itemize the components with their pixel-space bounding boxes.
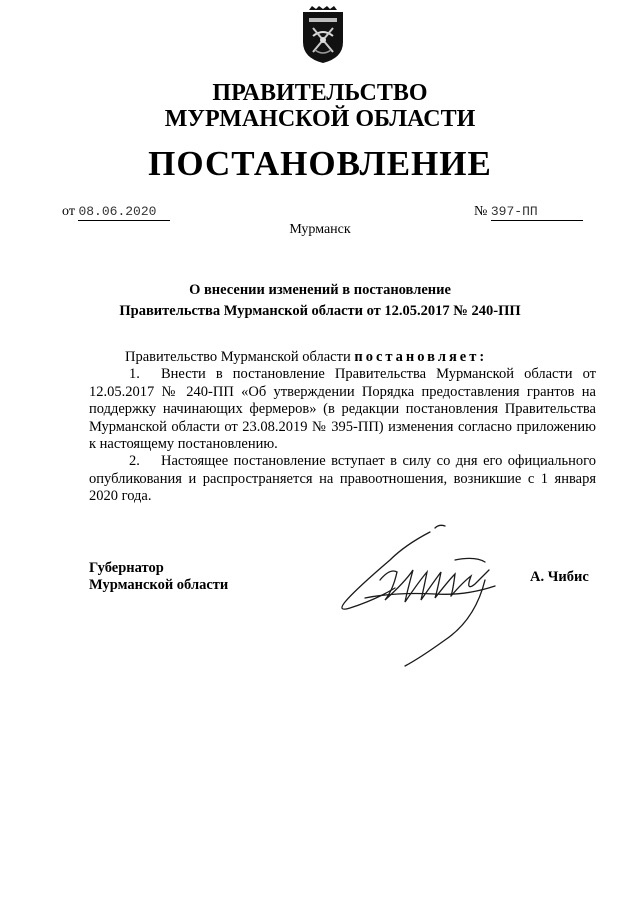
number-prefix: №	[474, 204, 488, 219]
intro-action: постановляет:	[354, 349, 488, 365]
coat-of-arms-emblem	[301, 6, 345, 64]
number-row	[474, 204, 583, 221]
organization-name-line2: МУРМАНСКОЙ ОБЛАСТИ	[164, 106, 476, 132]
date-field	[78, 204, 170, 221]
list-item-1	[89, 366, 596, 454]
document-type-title: ПОСТАНОВЛЕНИЕ	[148, 144, 492, 183]
number-field	[491, 204, 583, 221]
date-row	[62, 204, 170, 221]
subject-line1: О внесении изменений в постановление	[189, 282, 451, 298]
organization-name-line1: ПРАВИТЕЛЬСТВО	[212, 80, 428, 106]
date-prefix: от	[62, 204, 75, 219]
list-item-number: 1.	[129, 366, 140, 382]
city-name: Мурманск	[289, 222, 351, 237]
list-item-text: Внести в постановление Правительства Мурманской области от 12.05.2017 № 240-ПП «Об утверждении Порядка предоставления грантов на поддержку начинающих фермеров» (в редакции постановления Правительства Мурманской области от 23.08.2019 № 395-ПП) изменения согласно приложению к настоящему постановлению.	[89, 366, 596, 452]
document-subject	[0, 280, 640, 322]
signatory-position	[89, 560, 228, 594]
intro-text: Правительство Мурманской области	[125, 349, 351, 365]
signatory-name: А. Чибис	[530, 569, 589, 585]
signatory-position-line1: Губернатор	[89, 560, 164, 576]
handwritten-signature	[335, 520, 535, 670]
list-item-2	[89, 453, 596, 506]
subject-line2: Правительства Мурманской области от 12.05.2017 № 240-ПП	[119, 303, 521, 319]
signatory-position-line2: Мурманской области	[89, 577, 229, 593]
number-value: 397-ПП	[490, 204, 538, 219]
date-value: 08.06.2020	[78, 204, 157, 219]
list-item-text: Настоящее постановление вступает в силу со дня его официального опубликования и распространяется на правоотношения, возникшие с 1 января 2020 года.	[89, 453, 596, 504]
intro-paragraph	[89, 349, 596, 367]
list-item-number: 2.	[129, 453, 140, 469]
